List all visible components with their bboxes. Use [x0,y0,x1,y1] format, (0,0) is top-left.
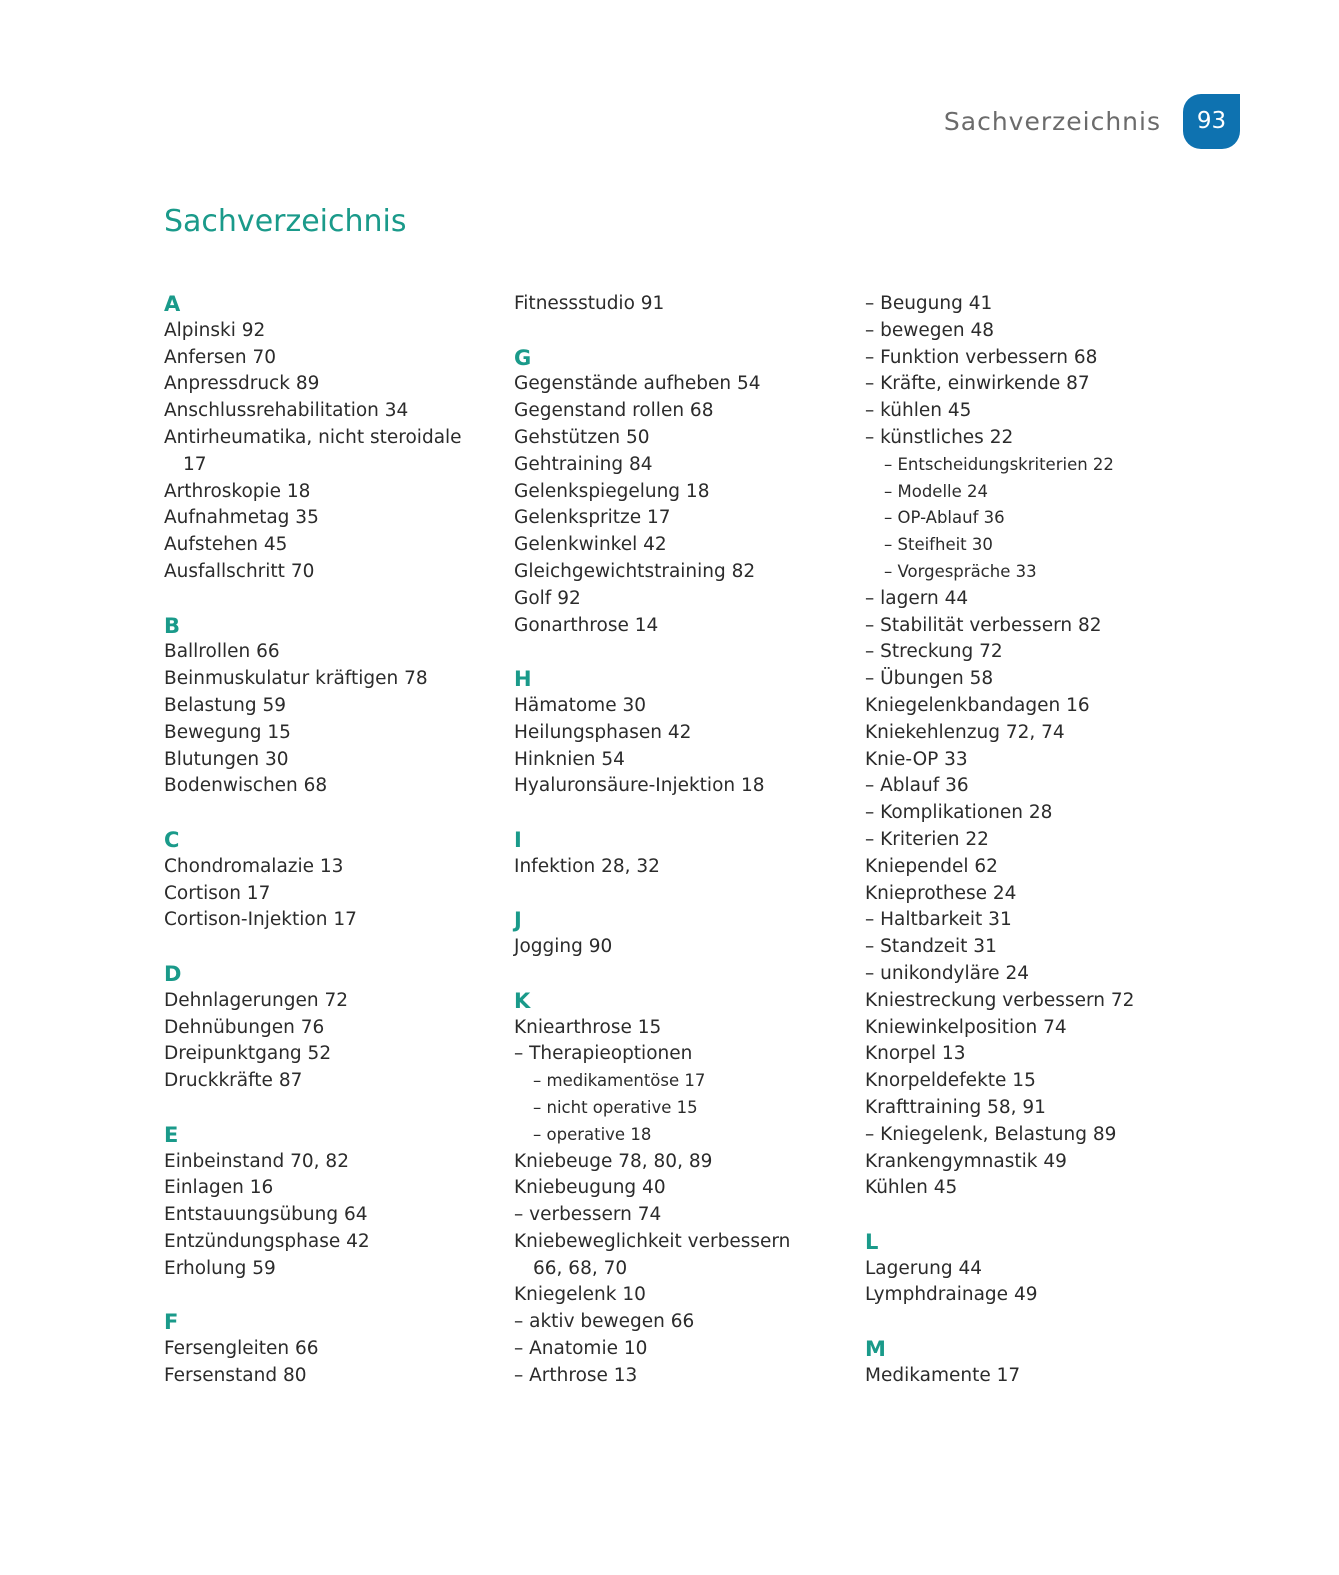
index-entry: Alpinski 92 [164,319,266,341]
index-entry: Medikamente 17 [865,1364,1021,1386]
index-entry: Beinmuskulatur kräftigen 78 [164,668,428,690]
index-entry: Gelenkspiegelung 18 [514,480,710,502]
index-subentry: – Streckung 72 [865,641,1003,663]
index-column-3 [865,291,1205,1390]
index-entry: Fitnessstudio 91 [514,293,665,314]
index-entry: Entstauungsübung 64 [164,1204,368,1226]
index-entry: Einbeinstand 70, 82 [164,1150,349,1172]
index-entry: Hämatome 30 [514,694,647,716]
index-subsubentry: – OP-Ablauf 36 [884,508,1005,528]
index-entry: Bodenwischen 68 [164,775,328,797]
index-entry: Anschlussrehabilitation 34 [164,400,409,422]
index-entry: Dehnlagerungen 72 [164,989,349,1011]
index-entry: Bewegung 15 [164,721,291,743]
index-entry: Kniegelenkbandagen 16 [865,694,1090,716]
index-column-2 [514,291,854,1390]
index-letter-heading: H [514,667,532,692]
index-subentry: – bewegen 48 [865,319,995,341]
running-head: Sachverzeichnis [943,107,1161,136]
index-letter-heading: G [514,345,532,370]
index-entry-continuation: 17 [183,453,207,475]
index-subentry: – Kniegelenk, Belastung 89 [865,1123,1117,1145]
index-subentry: – Kräfte, einwirkende 87 [865,373,1090,395]
index-entry: Dehnübungen 76 [164,1016,325,1038]
index-entry: Kniebeweglichkeit verbessern [514,1230,791,1252]
index-entry: Gegenstand rollen 68 [514,400,714,422]
index-subentry: – Übungen 58 [865,668,994,690]
index-entry: Druckkräfte 87 [164,1070,303,1092]
index-subentry: – unikondyläre 24 [865,962,1029,984]
index-entry: Entzündungsphase 42 [164,1230,370,1252]
index-entry: Heilungsphasen 42 [514,721,692,743]
index-entry: Kniebeuge 78, 80, 89 [514,1150,713,1172]
index-entry: Antirheumatika, nicht steroidale [164,426,462,448]
index-entry: Blutungen 30 [164,748,289,770]
index-letter-heading: I [514,827,522,852]
index-letter-heading: K [514,988,531,1013]
index-subentry: – Therapieoptionen [514,1043,693,1065]
index-entry: Belastung 59 [164,694,287,716]
index-letter-heading: D [164,961,182,986]
index-entry: Anfersen 70 [164,346,277,368]
index-entry: Fersenstand 80 [164,1364,307,1386]
index-entry: Golf 92 [514,587,581,609]
index-entry: Hinknien 54 [514,748,625,770]
index-entry: Cortison 17 [164,882,271,904]
index-subentry: – Haltbarkeit 31 [865,909,1012,931]
index-subentry: – Kriterien 22 [865,828,989,850]
index-subentry: – Standzeit 31 [865,936,997,958]
index-subentry: – Beugung 41 [865,293,993,314]
page-number-badge: 93 [1183,94,1240,149]
index-entry: Aufstehen 45 [164,534,288,556]
index-entry: Fersengleiten 66 [164,1338,319,1360]
index-entry: Knie-OP 33 [865,748,968,770]
index-entry: Kniestreckung verbessern 72 [865,989,1135,1011]
index-subsubentry: – Entscheidungskriterien 22 [884,454,1114,474]
index-entry: Lagerung 44 [865,1257,982,1279]
index-entry: Krankengymnastik 49 [865,1150,1067,1172]
index-entry: Kniegelenk 10 [514,1284,646,1306]
index-subsubentry: – Modelle 24 [884,481,989,501]
index-letter-heading: A [164,292,181,316]
index-column-1 [164,291,504,1390]
index-entry: Gonarthrose 14 [514,614,659,636]
index-entry: Anpressdruck 89 [164,373,320,395]
index-entry: Knieprothese 24 [865,882,1017,904]
index-entry: Ausfallschritt 70 [164,560,315,582]
index-letter-heading: E [164,1122,179,1147]
index-entry: Gehstützen 50 [514,426,650,448]
index-entry: Gegenstände aufheben 54 [514,373,761,395]
index-entry: Krafttraining 58, 91 [865,1096,1046,1118]
index-subentry: – Stabilität verbessern 82 [865,614,1102,636]
index-letter-heading: B [164,613,181,638]
index-entry: Jogging 90 [514,936,613,958]
index-entry: Infektion 28, 32 [514,855,660,877]
index-entry: Einlagen 16 [164,1177,274,1199]
index-entry: Erholung 59 [164,1257,276,1279]
index-entry: Kühlen 45 [865,1177,958,1199]
index-letter-heading: F [164,1310,179,1335]
index-subentry: – Komplikationen 28 [865,802,1053,824]
index-subsubentry: – Steifheit 30 [884,535,993,555]
index-subentry: – Ablauf 36 [865,775,969,797]
index-subsubentry: – medikamentöse 17 [533,1071,706,1091]
index-entry: Arthroskopie 18 [164,480,311,502]
index-entry: Cortison-Injektion 17 [164,909,357,931]
index-entry-continuation: 66, 68, 70 [533,1257,628,1279]
index-entry: Gleichgewichtstraining 82 [514,560,756,582]
index-entry: Gehtraining 84 [514,453,653,475]
index-entry: Gelenkspritze 17 [514,507,671,529]
index-subsubentry: – nicht operative 15 [533,1097,698,1117]
index-subentry: – künstliches 22 [865,426,1014,448]
index-subentry: – verbessern 74 [514,1204,662,1226]
index-letter-heading: L [865,1229,879,1254]
index-entry: Chondromalazie 13 [164,855,344,877]
index-subentry: – aktiv bewegen 66 [514,1311,695,1333]
index-subentry: – kühlen 45 [865,400,972,422]
index-subsubentry: – Vorgespräche 33 [884,561,1037,581]
index-subentry: – Funktion verbessern 68 [865,346,1098,368]
index-subentry: – Arthrose 13 [514,1364,638,1386]
index-subentry: – Anatomie 10 [514,1338,648,1360]
index-entry: Kniewinkelposition 74 [865,1016,1067,1038]
index-entry: Ballrollen 66 [164,641,280,663]
index-entry: Lymphdrainage 49 [865,1284,1038,1306]
index-entry: Knorpeldefekte 15 [865,1070,1036,1092]
index-entry: Kniebeugung 40 [514,1177,666,1199]
index-entry: Dreipunktgang 52 [164,1043,332,1065]
index-entry: Kniekehlenzug 72, 74 [865,721,1065,743]
index-entry: Aufnahmetag 35 [164,507,319,529]
index-entry: Kniependel 62 [865,855,998,877]
index-letter-heading: C [164,827,180,852]
page-title: Sachverzeichnis [164,204,407,239]
index-entry: Kniearthrose 15 [514,1016,662,1038]
index-entry: Hyaluronsäure-Injektion 18 [514,775,765,797]
index-entry: Gelenkwinkel 42 [514,534,667,556]
index-letter-heading: M [865,1337,886,1362]
index-entry: Knorpel 13 [865,1043,966,1065]
index-subentry: – lagern 44 [865,587,969,609]
index-letter-heading: J [514,908,522,933]
index-subsubentry: – operative 18 [533,1124,652,1144]
